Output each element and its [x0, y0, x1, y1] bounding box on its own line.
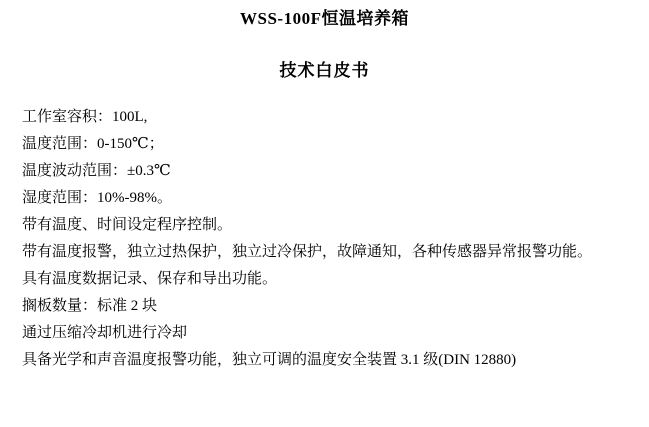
specification-list: [0, 104, 649, 374]
spec-item: 带有温度、时间设定程序控制。: [22, 217, 233, 233]
spec-item: 湿度范围：10%-98%。: [22, 190, 172, 206]
page-subtitle: 技术白皮书: [279, 61, 370, 80]
document-page: [0, 8, 649, 427]
spec-item: 温度范围：0-150℃；: [22, 136, 164, 152]
spec-item: 搁板数量：标准 2 块: [22, 298, 158, 314]
spec-item: 带有温度报警，独立过热保护，独立过冷保护，故障通知，各种传感器异常报警功能。: [22, 244, 593, 260]
spec-item: 温度波动范围：±0.3℃: [22, 163, 171, 179]
spec-item: 通过压缩冷却机进行冷却: [22, 325, 188, 341]
page-title: WSS-100F恒温培养箱: [240, 9, 409, 28]
spec-item: 工作室容积：100L,: [22, 109, 148, 125]
spec-item: 具备光学和声音温度报警功能，独立可调的温度安全装置 3.1 级(DIN 12880): [22, 352, 517, 368]
spec-item: 具有温度数据记录、保存和导出功能。: [22, 271, 278, 287]
